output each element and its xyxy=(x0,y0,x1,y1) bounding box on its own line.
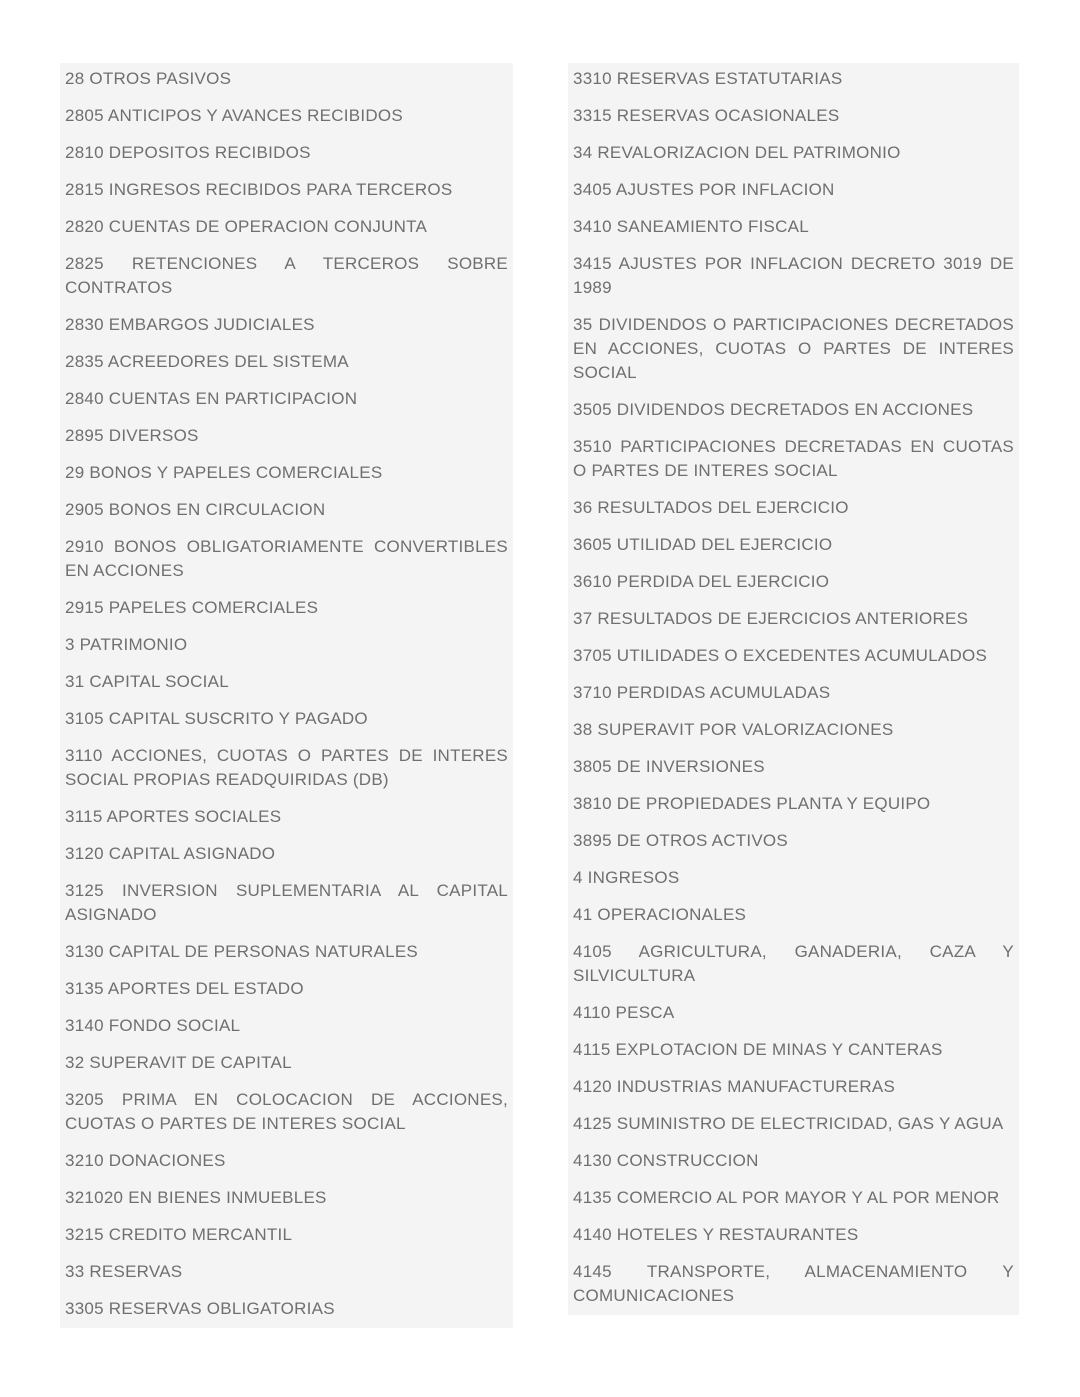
account-item xyxy=(65,805,508,829)
account-item xyxy=(573,1260,1014,1308)
account-item-line: 2805 ANTICIPOS Y AVANCES RECIBIDOS xyxy=(65,106,403,125)
account-item xyxy=(573,718,1014,742)
account-item xyxy=(65,744,508,792)
account-item xyxy=(573,435,1014,483)
account-item-line: EN ACCIONES xyxy=(65,561,184,580)
account-item-line: 3895 DE OTROS ACTIVOS xyxy=(573,831,788,850)
account-item-line: 3810 DE PROPIEDADES PLANTA Y EQUIPO xyxy=(573,794,931,813)
account-item-line: 2915 PAPELES COMERCIALES xyxy=(65,598,319,617)
account-item xyxy=(65,842,508,866)
account-item-line: ASIGNADO xyxy=(65,905,157,924)
account-item-line: 4145 TRANSPORTE, ALMACENAMIENTO Y xyxy=(573,1262,1014,1281)
account-item-line: 3215 CREDITO MERCANTIL xyxy=(65,1225,293,1244)
account-item xyxy=(65,178,508,202)
account-item-line: 3610 PERDIDA DEL EJERCICIO xyxy=(573,572,830,591)
account-item xyxy=(573,1149,1014,1173)
account-item xyxy=(65,1297,508,1321)
account-item-line: 3315 RESERVAS OCASIONALES xyxy=(573,106,840,125)
account-item-line: 3305 RESERVAS OBLIGATORIAS xyxy=(65,1299,335,1318)
account-item-line: 2815 INGRESOS RECIBIDOS PARA TERCEROS xyxy=(65,180,453,199)
account-item-line: 3205 PRIMA EN COLOCACION DE ACCIONES, xyxy=(65,1090,508,1109)
account-item-line: 3310 RESERVAS ESTATUTARIAS xyxy=(573,69,843,88)
account-item xyxy=(573,1186,1014,1210)
account-item xyxy=(65,1051,508,1075)
account-item-line: 2840 CUENTAS EN PARTICIPACION xyxy=(65,389,358,408)
account-item xyxy=(65,707,508,731)
account-item-line: 3505 DIVIDENDOS DECRETADOS EN ACCIONES xyxy=(573,400,974,419)
account-item xyxy=(65,977,508,1001)
account-item-line: 1989 xyxy=(573,278,612,297)
account-item xyxy=(573,607,1014,631)
account-item xyxy=(65,596,508,620)
account-item-line: 3415 AJUSTES POR INFLACION DECRETO 3019 DE xyxy=(573,254,1014,273)
account-item xyxy=(573,252,1014,300)
account-item-line: 3130 CAPITAL DE PERSONAS NATURALES xyxy=(65,942,419,961)
account-item-line: 41 OPERACIONALES xyxy=(573,905,747,924)
account-item-line: 2820 CUENTAS DE OPERACION CONJUNTA xyxy=(65,217,428,236)
account-item-line: 33 RESERVAS xyxy=(65,1262,183,1281)
account-item-line: 3 PATRIMONIO xyxy=(65,635,188,654)
account-item xyxy=(65,387,508,411)
account-item xyxy=(65,1088,508,1136)
account-item xyxy=(65,141,508,165)
account-item-line: 4110 PESCA xyxy=(573,1003,675,1022)
account-item-line: SOCIAL xyxy=(573,363,637,382)
account-item-line: CUOTAS O PARTES DE INTERES SOCIAL xyxy=(65,1114,406,1133)
account-item xyxy=(573,104,1014,128)
account-item xyxy=(65,215,508,239)
account-item xyxy=(573,866,1014,890)
account-item-line: 2910 BONOS OBLIGATORIAMENTE CONVERTIBLES xyxy=(65,537,508,556)
account-item-line: CONTRATOS xyxy=(65,278,173,297)
account-item xyxy=(573,681,1014,705)
account-item xyxy=(65,461,508,485)
account-item-line: EN ACCIONES, CUOTAS O PARTES DE INTERES xyxy=(573,339,1014,358)
account-item-line: 29 BONOS Y PAPELES COMERCIALES xyxy=(65,463,383,482)
account-item xyxy=(573,215,1014,239)
account-item-line: 32 SUPERAVIT DE CAPITAL xyxy=(65,1053,292,1072)
account-item xyxy=(573,533,1014,557)
account-item-line: SOCIAL PROPIAS READQUIRIDAS (DB) xyxy=(65,770,389,789)
account-item-line: 4115 EXPLOTACION DE MINAS Y CANTERAS xyxy=(573,1040,943,1059)
account-item xyxy=(65,1186,508,1210)
account-item-line: 34 REVALORIZACION DEL PATRIMONIO xyxy=(573,143,901,162)
account-item-line: 3115 APORTES SOCIALES xyxy=(65,807,282,826)
account-item-line: 3110 ACCIONES, CUOTAS O PARTES DE INTERES xyxy=(65,746,508,765)
account-item xyxy=(573,570,1014,594)
account-item xyxy=(65,1014,508,1038)
account-item xyxy=(65,498,508,522)
account-item-line: 2895 DIVERSOS xyxy=(65,426,199,445)
account-item xyxy=(65,1149,508,1173)
account-item xyxy=(65,313,508,337)
account-item-line: 4 INGRESOS xyxy=(573,868,680,887)
account-list-column-right xyxy=(568,63,1019,1315)
account-item-line: 3125 INVERSION SUPLEMENTARIA AL CAPITAL xyxy=(65,881,508,900)
account-item xyxy=(65,350,508,374)
account-item xyxy=(573,313,1014,385)
account-item-line: 31 CAPITAL SOCIAL xyxy=(65,672,229,691)
account-list-column-left xyxy=(60,63,513,1328)
account-item-line: 3710 PERDIDAS ACUMULADAS xyxy=(573,683,831,702)
account-item xyxy=(65,67,508,91)
account-item xyxy=(573,903,1014,927)
account-item-line: 28 OTROS PASIVOS xyxy=(65,69,232,88)
account-item-line: 2825 RETENCIONES A TERCEROS SOBRE xyxy=(65,254,508,273)
account-item xyxy=(573,792,1014,816)
account-item-line: 2905 BONOS EN CIRCULACION xyxy=(65,500,326,519)
account-item-line: 2810 DEPOSITOS RECIBIDOS xyxy=(65,143,311,162)
account-list xyxy=(60,63,1019,1328)
account-item-line: 4140 HOTELES Y RESTAURANTES xyxy=(573,1225,859,1244)
account-item xyxy=(65,670,508,694)
account-item-line: 3705 UTILIDADES O EXCEDENTES ACUMULADOS xyxy=(573,646,988,665)
account-item xyxy=(573,398,1014,422)
account-item-line: 4120 INDUSTRIAS MANUFACTURERAS xyxy=(573,1077,896,1096)
account-item xyxy=(573,644,1014,668)
account-item xyxy=(573,829,1014,853)
account-item-line: 4130 CONSTRUCCION xyxy=(573,1151,759,1170)
account-item xyxy=(573,1223,1014,1247)
account-item xyxy=(65,633,508,657)
account-item xyxy=(65,424,508,448)
account-item-line: 2830 EMBARGOS JUDICIALES xyxy=(65,315,315,334)
account-item xyxy=(65,1260,508,1284)
account-item-line: 3510 PARTICIPACIONES DECRETADAS EN CUOTAS xyxy=(573,437,1014,456)
account-item-line: O PARTES DE INTERES SOCIAL xyxy=(573,461,838,480)
account-item xyxy=(573,1001,1014,1025)
account-item xyxy=(65,940,508,964)
account-item xyxy=(65,252,508,300)
account-item-line: 3210 DONACIONES xyxy=(65,1151,226,1170)
account-item xyxy=(573,141,1014,165)
account-item-line: SILVICULTURA xyxy=(573,966,696,985)
account-item-line: 38 SUPERAVIT POR VALORIZACIONES xyxy=(573,720,894,739)
account-item-line: 3140 FONDO SOCIAL xyxy=(65,1016,241,1035)
account-item-line: 3135 APORTES DEL ESTADO xyxy=(65,979,304,998)
account-item xyxy=(573,1112,1014,1136)
account-item-line: 35 DIVIDENDOS O PARTICIPACIONES DECRETADOS xyxy=(573,315,1014,334)
account-item-line: 3410 SANEAMIENTO FISCAL xyxy=(573,217,809,236)
account-item xyxy=(65,879,508,927)
account-item-line: 4105 AGRICULTURA, GANADERIA, CAZA Y xyxy=(573,942,1014,961)
account-item-line: 3105 CAPITAL SUSCRITO Y PAGADO xyxy=(65,709,368,728)
account-item-line: 37 RESULTADOS DE EJERCICIOS ANTERIORES xyxy=(573,609,969,628)
account-item xyxy=(573,1038,1014,1062)
account-item xyxy=(573,67,1014,91)
account-item-line: 4135 COMERCIO AL POR MAYOR Y AL POR MENOR xyxy=(573,1188,1000,1207)
account-item-line: 4125 SUMINISTRO DE ELECTRICIDAD, GAS Y AGUA xyxy=(573,1114,1004,1133)
account-item xyxy=(65,104,508,128)
account-item-line: 3120 CAPITAL ASIGNADO xyxy=(65,844,276,863)
account-item-line: 3805 DE INVERSIONES xyxy=(573,757,765,776)
account-item-line: COMUNICACIONES xyxy=(573,1286,735,1305)
account-item-line: 3605 UTILIDAD DEL EJERCICIO xyxy=(573,535,833,554)
account-item xyxy=(573,1075,1014,1099)
account-item-line: 2835 ACREEDORES DEL SISTEMA xyxy=(65,352,349,371)
account-item xyxy=(573,496,1014,520)
account-item xyxy=(65,535,508,583)
account-item xyxy=(573,940,1014,988)
account-item xyxy=(65,1223,508,1247)
account-item xyxy=(573,755,1014,779)
account-item-line: 321020 EN BIENES INMUEBLES xyxy=(65,1188,327,1207)
account-item-line: 36 RESULTADOS DEL EJERCICIO xyxy=(573,498,849,517)
account-item xyxy=(573,178,1014,202)
account-item-line: 3405 AJUSTES POR INFLACION xyxy=(573,180,835,199)
